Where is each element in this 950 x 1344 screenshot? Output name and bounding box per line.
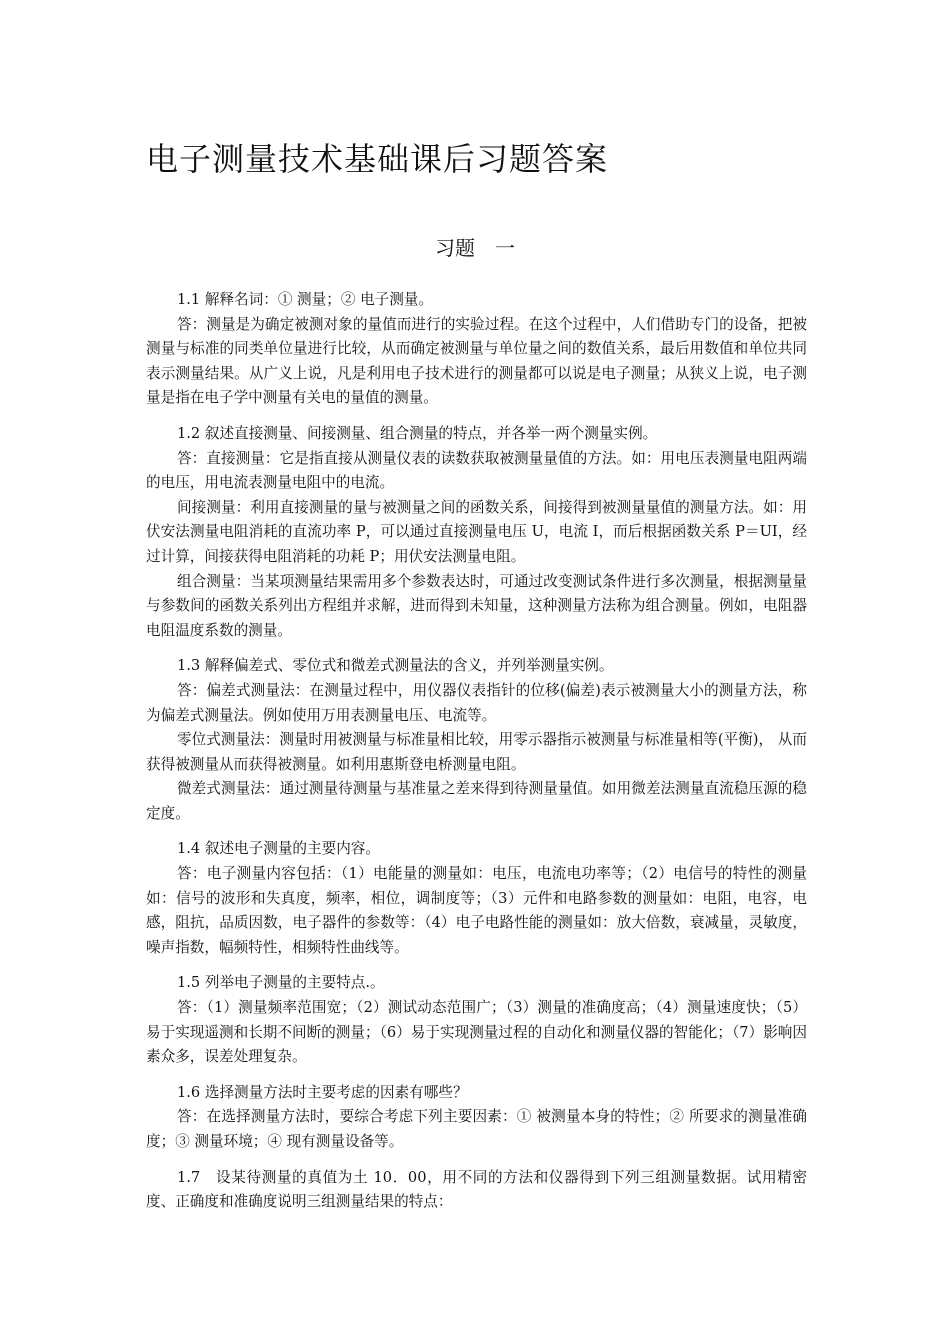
question-block <box>146 654 807 826</box>
question-block <box>146 1166 807 1215</box>
answer-paragraph: 答：（1）测量频率范围宽；（2）测试动态范围广；（3）测量的准确度高；（4）测量速度快；（5）易于实现遥测和长期不间断的测量；（6）易于实现测量过程的自动化和测量仪器的智能化；（7）影响因素众多，误差处理复杂。 <box>146 999 807 1066</box>
answer-paragraph: 答：在选择测量方法时，要综合考虑下列主要因素：① 被测量本身的特性；② 所要求的测量准确度；③ 测量环境；④ 现有测量设备等。 <box>146 1108 807 1150</box>
question-block <box>146 971 807 1069</box>
answer-paragraph: 答：电子测量内容包括：（1）电能量的测量如：电压，电流电功率等；（2）电信号的特性的测量如：信号的波形和失真度，频率，相位，调制度等；（3）元件和电路参数的测量如：电阻，电容，电感，阻抗，品质因数，电子器件的参数等：（4）电子电路性能的测量如：放大倍数，衰减量，灵敏度，噪声指数，幅频特性，相频特性曲线等。 <box>146 865 807 956</box>
answer-paragraph: 答：直接测量：它是指直接从测量仪表的读数获取被测量量值的方法。如：用电压表测量电阻两端的电压，用电流表测量电阻中的电流。 <box>146 449 807 492</box>
section-heading: 习题 一 <box>435 236 515 260</box>
question-text: 1.2 叙述直接测量、间接测量、组合测量的特点，并各举一两个测量实例。 <box>177 424 658 442</box>
question-block <box>146 837 807 960</box>
question-text: 1.1 解释名词：① 测量；② 电子测量。 <box>177 291 434 308</box>
answer-paragraph: 零位式测量法：测量时用被测量与标准量相比较，用零示器指示被测量与标准量相等(平衡)， 从而获得被测量从而获得被测量。如利用惠斯登电桥测量电阻。 <box>146 731 807 773</box>
question-block <box>146 288 807 411</box>
question-text: 1.5 列举电子测量的主要特点.。 <box>177 974 385 992</box>
question-text: 1.7 设某待测量的真值为土 10．00，用不同的方法和仪器得到下列三组测量数据。试用精密度、正确度和准确度说明三组测量结果的特点： <box>146 1168 807 1211</box>
answer-paragraph: 答：测量是为确定被测对象的量值而进行的实验过程。在这个过程中，人们借助专门的设备，把被测量与标准的同类单位量进行比较，从而确定被测量与单位量之间的数值关系，最后用数值和单位共同表示测量结果。从广义上说，凡是利用电子技术进行的测量都可以说是电子测量；从狭义上说，电子测量是指在电子学中测量有关电的量值的测量。 <box>146 315 807 407</box>
document-body <box>146 288 807 1215</box>
question-block <box>146 422 807 643</box>
answer-paragraph: 答：偏差式测量法：在测量过程中，用仪器仪表指针的位移(偏差)表示被测量大小的测量方法，称为偏差式测量法。例如使用万用表测量电压、电流等。 <box>146 681 807 724</box>
question-text: 1.6 选择测量方法时主要考虑的因素有哪些？ <box>177 1083 468 1101</box>
answer-paragraph: 间接测量：利用直接测量的量与被测量之间的函数关系，间接得到被测量量值的测量方法。如：用伏安法测量电阻消耗的直流功率 P，可以通过直接测量电压 U，电流 I，而后根据函数关系 P＝UI，经过计算，间接获得电阻消耗的功耗 P；用伏安法测量电阻。 <box>146 498 807 565</box>
document-title: 电子测量技术基础课后习题答案 <box>146 140 609 178</box>
answer-paragraph: 微差式测量法：通过测量待测量与基准量之差来得到待测量量值。如用微差法测量直流稳压源的稳定度。 <box>146 780 807 822</box>
answer-paragraph: 组合测量：当某项测量结果需用多个参数表达时，可通过改变测试条件进行多次测量，根据测量量与参数间的函数关系列出方程组并求解，进而得到未知量，这种测量方法称为组合测量。例如，电阻器电阻温度系数的测量。 <box>146 572 807 639</box>
question-block <box>146 1081 807 1155</box>
question-text: 1.3 解释偏差式、零位式和微差式测量法的含义，并列举测量实例。 <box>177 657 614 675</box>
question-text: 1.4 叙述电子测量的主要内容。 <box>177 840 380 858</box>
